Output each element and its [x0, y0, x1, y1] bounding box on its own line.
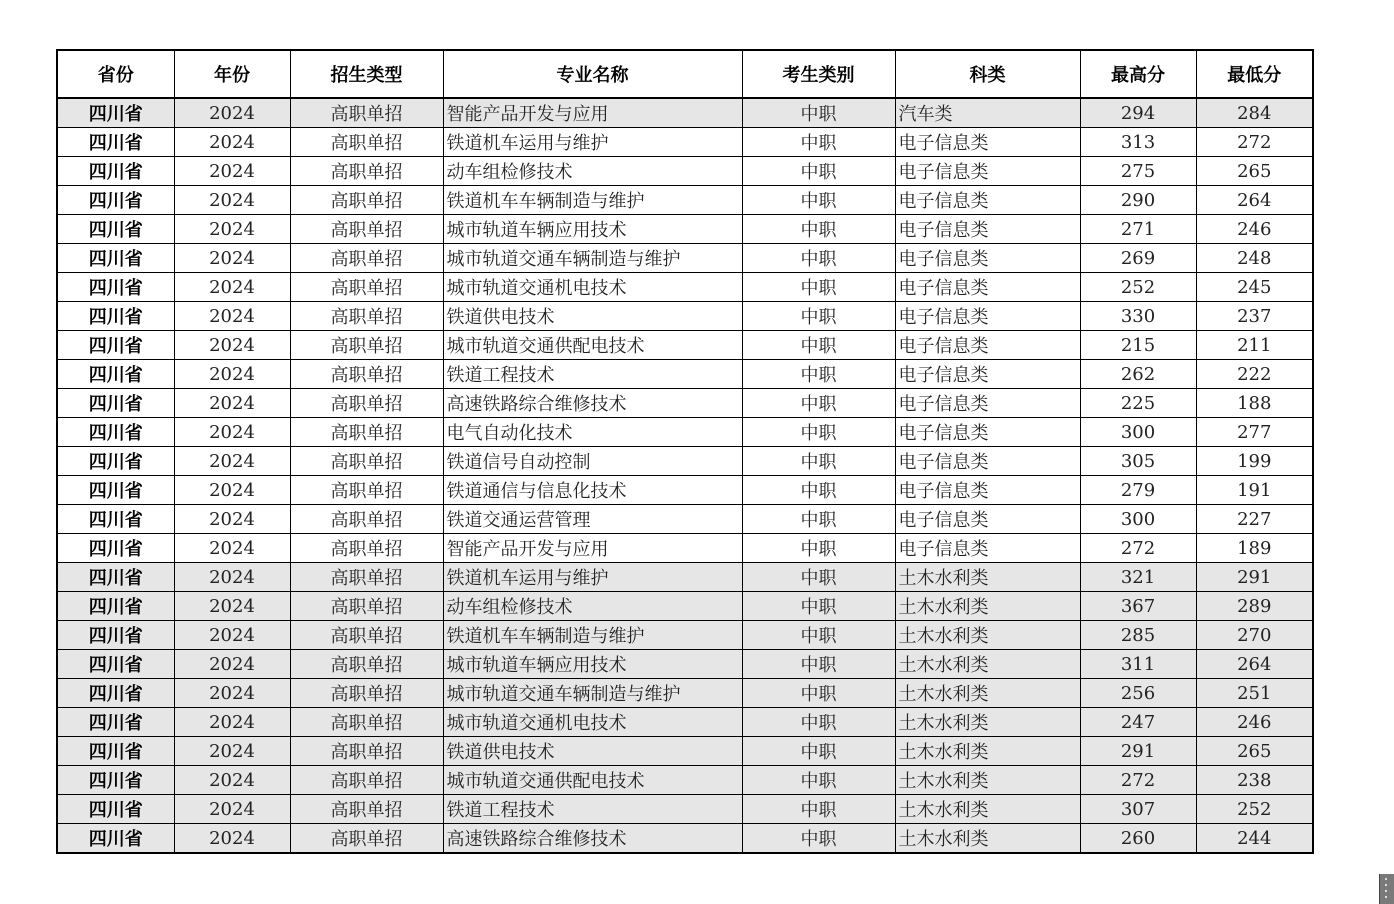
cell-admission-type: 高职单招	[290, 650, 443, 679]
table-body	[57, 98, 1313, 853]
cell-subject-category: 电子信息类	[895, 244, 1080, 273]
cell-min-score: 265	[1196, 737, 1313, 766]
cell-candidate-category: 中职	[742, 128, 895, 157]
cell-max-score: 275	[1080, 157, 1196, 186]
cell-candidate-category: 中职	[742, 418, 895, 447]
header-row	[57, 50, 1313, 98]
cell-min-score: 289	[1196, 592, 1313, 621]
cell-max-score: 313	[1080, 128, 1196, 157]
cell-year: 2024	[174, 360, 290, 389]
cell-admission-type: 高职单招	[290, 737, 443, 766]
cell-year: 2024	[174, 418, 290, 447]
cell-max-score: 294	[1080, 98, 1196, 128]
admission-score-table	[56, 49, 1314, 854]
cell-max-score: 321	[1080, 563, 1196, 592]
cell-min-score: 270	[1196, 621, 1313, 650]
cell-major-name: 铁道信号自动控制	[443, 447, 742, 476]
cell-major-name: 铁道交通运营管理	[443, 505, 742, 534]
cell-year: 2024	[174, 273, 290, 302]
resize-grip[interactable]	[1379, 874, 1394, 904]
table-header	[57, 50, 1313, 98]
cell-province: 四川省	[57, 737, 174, 766]
cell-candidate-category: 中职	[742, 679, 895, 708]
cell-year: 2024	[174, 824, 290, 854]
cell-min-score: 238	[1196, 766, 1313, 795]
cell-year: 2024	[174, 389, 290, 418]
cell-major-name: 铁道通信与信息化技术	[443, 476, 742, 505]
cell-subject-category: 电子信息类	[895, 447, 1080, 476]
cell-subject-category: 电子信息类	[895, 302, 1080, 331]
cell-year: 2024	[174, 244, 290, 273]
cell-year: 2024	[174, 650, 290, 679]
cell-max-score: 262	[1080, 360, 1196, 389]
cell-subject-category: 土木水利类	[895, 650, 1080, 679]
cell-year: 2024	[174, 447, 290, 476]
cell-province: 四川省	[57, 824, 174, 854]
cell-year: 2024	[174, 621, 290, 650]
cell-admission-type: 高职单招	[290, 563, 443, 592]
cell-subject-category: 电子信息类	[895, 505, 1080, 534]
cell-candidate-category: 中职	[742, 824, 895, 854]
cell-major-name: 城市轨道交通车辆制造与维护	[443, 244, 742, 273]
cell-major-name: 动车组检修技术	[443, 157, 742, 186]
cell-year: 2024	[174, 766, 290, 795]
cell-max-score: 305	[1080, 447, 1196, 476]
cell-max-score: 260	[1080, 824, 1196, 854]
cell-subject-category: 电子信息类	[895, 360, 1080, 389]
cell-year: 2024	[174, 128, 290, 157]
cell-major-name: 智能产品开发与应用	[443, 98, 742, 128]
table-row	[57, 795, 1313, 824]
cell-admission-type: 高职单招	[290, 505, 443, 534]
cell-major-name: 铁道工程技术	[443, 795, 742, 824]
cell-subject-category: 电子信息类	[895, 186, 1080, 215]
cell-min-score: 272	[1196, 128, 1313, 157]
cell-max-score: 272	[1080, 766, 1196, 795]
cell-province: 四川省	[57, 98, 174, 128]
cell-max-score: 311	[1080, 650, 1196, 679]
cell-candidate-category: 中职	[742, 98, 895, 128]
cell-max-score: 269	[1080, 244, 1196, 273]
cell-admission-type: 高职单招	[290, 621, 443, 650]
cell-major-name: 高速铁路综合维修技术	[443, 824, 742, 854]
cell-province: 四川省	[57, 766, 174, 795]
cell-min-score: 227	[1196, 505, 1313, 534]
cell-candidate-category: 中职	[742, 795, 895, 824]
cell-major-name: 铁道机车车辆制造与维护	[443, 186, 742, 215]
cell-candidate-category: 中职	[742, 389, 895, 418]
cell-admission-type: 高职单招	[290, 476, 443, 505]
cell-candidate-category: 中职	[742, 244, 895, 273]
cell-min-score: 251	[1196, 679, 1313, 708]
cell-max-score: 307	[1080, 795, 1196, 824]
cell-max-score: 300	[1080, 505, 1196, 534]
cell-subject-category: 电子信息类	[895, 128, 1080, 157]
table-row	[57, 418, 1313, 447]
cell-min-score: 284	[1196, 98, 1313, 128]
cell-year: 2024	[174, 679, 290, 708]
cell-year: 2024	[174, 708, 290, 737]
cell-admission-type: 高职单招	[290, 824, 443, 854]
cell-min-score: 265	[1196, 157, 1313, 186]
cell-subject-category: 电子信息类	[895, 157, 1080, 186]
cell-candidate-category: 中职	[742, 621, 895, 650]
cell-subject-category: 土木水利类	[895, 795, 1080, 824]
cell-candidate-category: 中职	[742, 360, 895, 389]
cell-province: 四川省	[57, 215, 174, 244]
cell-major-name: 铁道工程技术	[443, 360, 742, 389]
table-row	[57, 186, 1313, 215]
cell-candidate-category: 中职	[742, 157, 895, 186]
cell-min-score: 189	[1196, 534, 1313, 563]
cell-major-name: 铁道供电技术	[443, 302, 742, 331]
cell-max-score: 290	[1080, 186, 1196, 215]
cell-major-name: 智能产品开发与应用	[443, 534, 742, 563]
cell-admission-type: 高职单招	[290, 128, 443, 157]
cell-subject-category: 土木水利类	[895, 679, 1080, 708]
cell-admission-type: 高职单招	[290, 708, 443, 737]
cell-admission-type: 高职单招	[290, 592, 443, 621]
cell-min-score: 191	[1196, 476, 1313, 505]
header-candidate-category: 考生类别	[742, 50, 895, 98]
table-row	[57, 215, 1313, 244]
cell-candidate-category: 中职	[742, 592, 895, 621]
header-min-score: 最低分	[1196, 50, 1313, 98]
cell-province: 四川省	[57, 128, 174, 157]
cell-year: 2024	[174, 505, 290, 534]
cell-province: 四川省	[57, 505, 174, 534]
cell-major-name: 铁道机车运用与维护	[443, 128, 742, 157]
cell-candidate-category: 中职	[742, 302, 895, 331]
cell-min-score: 291	[1196, 563, 1313, 592]
table-row	[57, 157, 1313, 186]
cell-candidate-category: 中职	[742, 505, 895, 534]
cell-subject-category: 土木水利类	[895, 737, 1080, 766]
cell-province: 四川省	[57, 476, 174, 505]
cell-year: 2024	[174, 302, 290, 331]
table-row	[57, 505, 1313, 534]
cell-subject-category: 电子信息类	[895, 418, 1080, 447]
table-row	[57, 563, 1313, 592]
cell-max-score: 300	[1080, 418, 1196, 447]
cell-admission-type: 高职单招	[290, 244, 443, 273]
cell-max-score: 367	[1080, 592, 1196, 621]
table-row	[57, 824, 1313, 854]
header-province: 省份	[57, 50, 174, 98]
cell-major-name: 城市轨道交通车辆制造与维护	[443, 679, 742, 708]
cell-min-score: 246	[1196, 215, 1313, 244]
cell-year: 2024	[174, 534, 290, 563]
cell-major-name: 高速铁路综合维修技术	[443, 389, 742, 418]
cell-major-name: 城市轨道车辆应用技术	[443, 650, 742, 679]
cell-subject-category: 土木水利类	[895, 621, 1080, 650]
cell-year: 2024	[174, 215, 290, 244]
cell-min-score: 246	[1196, 708, 1313, 737]
cell-subject-category: 汽车类	[895, 98, 1080, 128]
cell-candidate-category: 中职	[742, 215, 895, 244]
cell-admission-type: 高职单招	[290, 389, 443, 418]
cell-min-score: 264	[1196, 650, 1313, 679]
table-row	[57, 360, 1313, 389]
cell-max-score: 256	[1080, 679, 1196, 708]
table-row	[57, 128, 1313, 157]
table-row	[57, 708, 1313, 737]
table-row	[57, 621, 1313, 650]
cell-candidate-category: 中职	[742, 186, 895, 215]
cell-admission-type: 高职单招	[290, 534, 443, 563]
cell-province: 四川省	[57, 650, 174, 679]
cell-major-name: 城市轨道交通机电技术	[443, 708, 742, 737]
cell-admission-type: 高职单招	[290, 360, 443, 389]
table-row	[57, 476, 1313, 505]
table-row	[57, 679, 1313, 708]
cell-year: 2024	[174, 331, 290, 360]
cell-subject-category: 电子信息类	[895, 534, 1080, 563]
cell-max-score: 285	[1080, 621, 1196, 650]
cell-admission-type: 高职单招	[290, 447, 443, 476]
cell-subject-category: 土木水利类	[895, 824, 1080, 854]
table-row	[57, 244, 1313, 273]
cell-admission-type: 高职单招	[290, 215, 443, 244]
cell-province: 四川省	[57, 795, 174, 824]
cell-admission-type: 高职单招	[290, 766, 443, 795]
cell-admission-type: 高职单招	[290, 157, 443, 186]
table-row	[57, 737, 1313, 766]
cell-min-score: 248	[1196, 244, 1313, 273]
cell-major-name: 城市轨道交通供配电技术	[443, 331, 742, 360]
cell-min-score: 277	[1196, 418, 1313, 447]
cell-max-score: 225	[1080, 389, 1196, 418]
cell-province: 四川省	[57, 273, 174, 302]
cell-candidate-category: 中职	[742, 476, 895, 505]
header-year: 年份	[174, 50, 290, 98]
cell-subject-category: 电子信息类	[895, 273, 1080, 302]
cell-province: 四川省	[57, 360, 174, 389]
cell-max-score: 247	[1080, 708, 1196, 737]
cell-max-score: 272	[1080, 534, 1196, 563]
cell-subject-category: 电子信息类	[895, 331, 1080, 360]
cell-max-score: 291	[1080, 737, 1196, 766]
cell-province: 四川省	[57, 157, 174, 186]
cell-min-score: 252	[1196, 795, 1313, 824]
cell-year: 2024	[174, 476, 290, 505]
cell-province: 四川省	[57, 563, 174, 592]
cell-admission-type: 高职单招	[290, 302, 443, 331]
cell-candidate-category: 中职	[742, 708, 895, 737]
cell-max-score: 330	[1080, 302, 1196, 331]
table-row	[57, 98, 1313, 128]
cell-province: 四川省	[57, 389, 174, 418]
cell-min-score: 211	[1196, 331, 1313, 360]
cell-province: 四川省	[57, 302, 174, 331]
cell-province: 四川省	[57, 418, 174, 447]
table-row	[57, 592, 1313, 621]
cell-province: 四川省	[57, 186, 174, 215]
cell-province: 四川省	[57, 621, 174, 650]
cell-admission-type: 高职单招	[290, 679, 443, 708]
table-row	[57, 331, 1313, 360]
header-major-name: 专业名称	[443, 50, 742, 98]
cell-candidate-category: 中职	[742, 331, 895, 360]
cell-major-name: 城市轨道交通机电技术	[443, 273, 742, 302]
cell-subject-category: 土木水利类	[895, 563, 1080, 592]
cell-major-name: 铁道供电技术	[443, 737, 742, 766]
cell-max-score: 271	[1080, 215, 1196, 244]
cell-province: 四川省	[57, 679, 174, 708]
cell-year: 2024	[174, 98, 290, 128]
cell-subject-category: 土木水利类	[895, 766, 1080, 795]
header-subject-category: 科类	[895, 50, 1080, 98]
cell-min-score: 237	[1196, 302, 1313, 331]
cell-min-score: 264	[1196, 186, 1313, 215]
cell-admission-type: 高职单招	[290, 273, 443, 302]
cell-year: 2024	[174, 592, 290, 621]
cell-admission-type: 高职单招	[290, 795, 443, 824]
cell-max-score: 252	[1080, 273, 1196, 302]
cell-province: 四川省	[57, 244, 174, 273]
cell-admission-type: 高职单招	[290, 186, 443, 215]
cell-candidate-category: 中职	[742, 273, 895, 302]
cell-province: 四川省	[57, 708, 174, 737]
cell-major-name: 铁道机车运用与维护	[443, 563, 742, 592]
cell-min-score: 188	[1196, 389, 1313, 418]
header-admission-type: 招生类型	[290, 50, 443, 98]
cell-major-name: 城市轨道交通供配电技术	[443, 766, 742, 795]
table-row	[57, 302, 1313, 331]
cell-admission-type: 高职单招	[290, 98, 443, 128]
cell-year: 2024	[174, 737, 290, 766]
cell-candidate-category: 中职	[742, 650, 895, 679]
cell-year: 2024	[174, 186, 290, 215]
table-row	[57, 389, 1313, 418]
cell-major-name: 电气自动化技术	[443, 418, 742, 447]
header-max-score: 最高分	[1080, 50, 1196, 98]
cell-admission-type: 高职单招	[290, 418, 443, 447]
cell-province: 四川省	[57, 534, 174, 563]
cell-candidate-category: 中职	[742, 447, 895, 476]
cell-candidate-category: 中职	[742, 563, 895, 592]
cell-candidate-category: 中职	[742, 737, 895, 766]
cell-admission-type: 高职单招	[290, 331, 443, 360]
cell-major-name: 动车组检修技术	[443, 592, 742, 621]
cell-major-name: 铁道机车车辆制造与维护	[443, 621, 742, 650]
cell-min-score: 199	[1196, 447, 1313, 476]
cell-year: 2024	[174, 795, 290, 824]
cell-province: 四川省	[57, 447, 174, 476]
cell-max-score: 215	[1080, 331, 1196, 360]
cell-year: 2024	[174, 563, 290, 592]
cell-min-score: 222	[1196, 360, 1313, 389]
table-row	[57, 447, 1313, 476]
cell-major-name: 城市轨道车辆应用技术	[443, 215, 742, 244]
table-row	[57, 766, 1313, 795]
cell-subject-category: 土木水利类	[895, 708, 1080, 737]
cell-province: 四川省	[57, 331, 174, 360]
cell-min-score: 244	[1196, 824, 1313, 854]
cell-subject-category: 电子信息类	[895, 476, 1080, 505]
cell-subject-category: 电子信息类	[895, 215, 1080, 244]
table-row	[57, 650, 1313, 679]
cell-subject-category: 电子信息类	[895, 389, 1080, 418]
cell-subject-category: 土木水利类	[895, 592, 1080, 621]
table-row	[57, 273, 1313, 302]
cell-candidate-category: 中职	[742, 534, 895, 563]
table-row	[57, 534, 1313, 563]
cell-max-score: 279	[1080, 476, 1196, 505]
cell-province: 四川省	[57, 592, 174, 621]
cell-year: 2024	[174, 157, 290, 186]
cell-candidate-category: 中职	[742, 766, 895, 795]
cell-min-score: 245	[1196, 273, 1313, 302]
